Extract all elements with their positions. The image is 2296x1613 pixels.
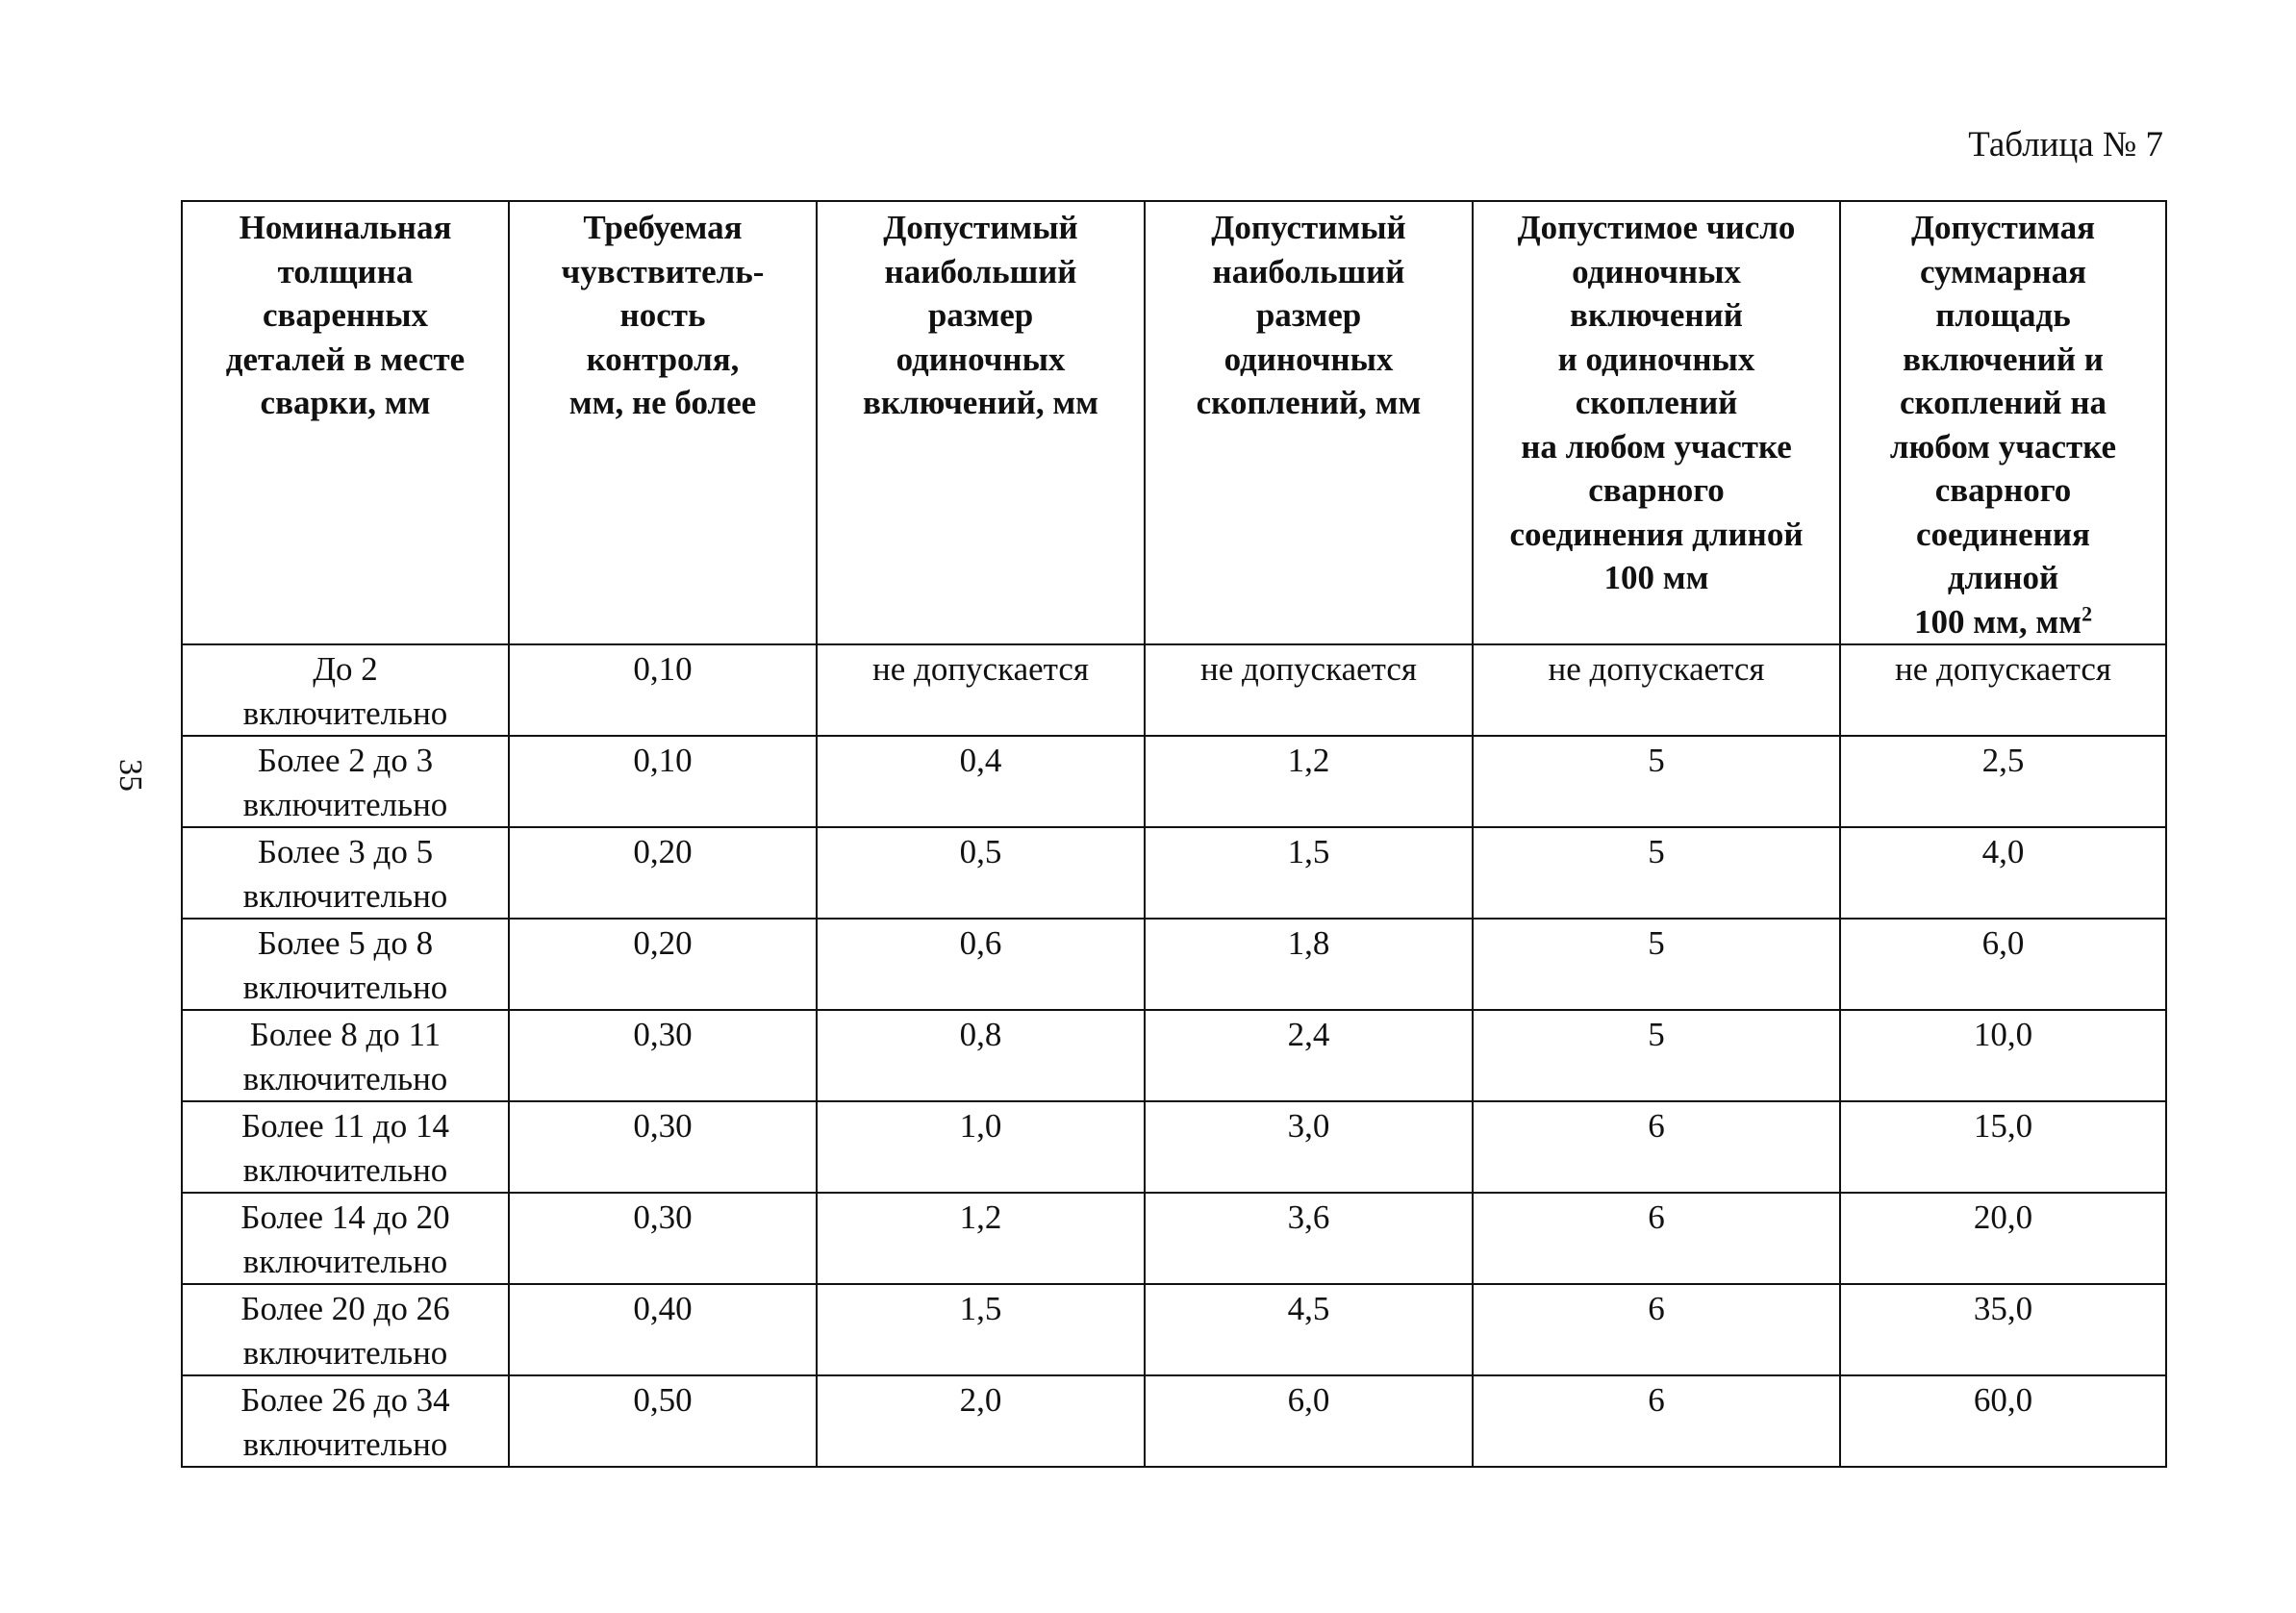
cell-inclusion-size: 2,0 (817, 1375, 1145, 1467)
header-line: включений, мм (862, 384, 1099, 421)
header-line: контроля, (586, 340, 740, 378)
header-line: сварного (1934, 471, 2072, 509)
cell-thickness (182, 1010, 509, 1101)
thickness-line: Более 11 до 14 (241, 1107, 449, 1145)
cell-inclusion-size: 1,2 (817, 1193, 1145, 1284)
header-inclusion-size (817, 201, 1145, 644)
cell-sensitivity: 0,30 (509, 1010, 817, 1101)
table-row (182, 919, 2166, 1010)
thickness-line: включительно (242, 1333, 448, 1372)
header-line: наибольший (1212, 252, 1405, 290)
cell-total-area: не допускается (1840, 644, 2166, 736)
cell-thickness (182, 1284, 509, 1375)
cell-cluster-size: 6,0 (1145, 1375, 1473, 1467)
header-total-area (1840, 201, 2166, 644)
header-thickness (182, 201, 509, 644)
header-line: 100 мм, $мм^2$ (1913, 600, 2093, 641)
thickness-line: включительно (242, 1150, 448, 1189)
cell-sensitivity: 0,10 (509, 736, 817, 827)
thickness-line: включительно (242, 876, 448, 915)
cell-total-area: 10,0 (1840, 1010, 2166, 1101)
thickness-line: включительно (242, 1242, 448, 1280)
thickness-line: включительно (242, 693, 448, 732)
cell-inclusion-size: 0,8 (817, 1010, 1145, 1101)
header-line: скоплений (1575, 384, 1738, 421)
thickness-line: включительно (242, 968, 448, 1006)
cell-sensitivity: 0,40 (509, 1284, 817, 1375)
header-line: соединения длиной (1509, 515, 1804, 553)
cell-inclusion-size: 0,4 (817, 736, 1145, 827)
cell-count: 5 (1473, 736, 1840, 827)
table-row (182, 736, 2166, 827)
thickness-line: включительно (242, 1059, 448, 1097)
cell-total-area: 35,0 (1840, 1284, 2166, 1375)
cell-count: 5 (1473, 1010, 1840, 1101)
cell-total-area: 6,0 (1840, 919, 2166, 1010)
cell-count: 5 (1473, 827, 1840, 919)
header-line: включений (1570, 296, 1743, 334)
table-row (182, 827, 2166, 919)
cell-inclusion-size: 0,5 (817, 827, 1145, 919)
thickness-line: Более 3 до 5 (257, 833, 434, 870)
cell-total-area: 60,0 (1840, 1375, 2166, 1467)
thickness-line: Более 5 до 8 (257, 924, 434, 962)
cell-sensitivity: 0,30 (509, 1101, 817, 1193)
header-line: одиночных (896, 340, 1066, 378)
cell-inclusion-size: 1,5 (817, 1284, 1145, 1375)
cell-total-area: 4,0 (1840, 827, 2166, 919)
cell-total-area: 15,0 (1840, 1101, 2166, 1193)
superscript-2: 2 (2082, 600, 2093, 625)
cell-sensitivity: 0,50 (509, 1375, 817, 1467)
cell-sensitivity: 0,10 (509, 644, 817, 736)
header-line: одиночных (1572, 252, 1741, 290)
thickness-line: Более 14 до 20 (240, 1198, 450, 1236)
header-line: Допустимый (1211, 209, 1406, 246)
header-line: 100 мм (1603, 559, 1709, 596)
header-line: на любом участке (1521, 427, 1792, 466)
header-line: включений и (1903, 340, 2104, 378)
cell-sensitivity: 0,30 (509, 1193, 817, 1284)
header-line: длиной (1947, 559, 2059, 596)
cell-cluster-size: 2,4 (1145, 1010, 1473, 1101)
header-line: и одиночных (1557, 340, 1755, 378)
table-row (182, 644, 2166, 736)
header-line: соединения (1916, 515, 2090, 553)
cell-cluster-size: 3,0 (1145, 1101, 1473, 1193)
thickness-line: Более 8 до 11 (249, 1016, 442, 1053)
header-line: толщина (277, 252, 414, 290)
table-body (182, 644, 2166, 1467)
cell-total-area: 2,5 (1840, 736, 2166, 827)
header-line: размер (1255, 296, 1362, 334)
header-line: деталей в месте (225, 340, 466, 378)
cell-inclusion-size: не допускается (817, 644, 1145, 736)
page-number: 35 (113, 759, 148, 792)
cell-cluster-size: не допускается (1145, 644, 1473, 736)
cell-thickness (182, 644, 509, 736)
header-line: любом участке (1889, 427, 2117, 466)
cell-count: 6 (1473, 1101, 1840, 1193)
table-row (182, 1010, 2166, 1101)
thickness-line: Более 26 до 34 (240, 1381, 450, 1419)
header-line: площадь (1935, 296, 2071, 334)
table-row (182, 1101, 2166, 1193)
header-sensitivity (509, 201, 817, 644)
cell-count: 6 (1473, 1193, 1840, 1284)
tolerance-table (181, 200, 2167, 1468)
cell-cluster-size: 1,8 (1145, 919, 1473, 1010)
header-line: скоплений, мм (1196, 384, 1422, 421)
header-line: сварки, мм (260, 384, 431, 421)
table-row (182, 1193, 2166, 1284)
cell-sensitivity: 0,20 (509, 827, 817, 919)
header-count (1473, 201, 1840, 644)
table-row (182, 1375, 2166, 1467)
thickness-line: Более 2 до 3 (257, 742, 434, 779)
header-line: Номинальная (239, 209, 452, 246)
cell-thickness (182, 827, 509, 919)
header-line: мм, не более (568, 384, 757, 421)
cell-thickness (182, 1101, 509, 1193)
thickness-line: Более 20 до 26 (240, 1290, 450, 1327)
cell-count: 6 (1473, 1284, 1840, 1375)
cell-thickness (182, 919, 509, 1010)
cell-total-area: 20,0 (1840, 1193, 2166, 1284)
thickness-line: включительно (242, 785, 448, 823)
cell-count: не допускается (1473, 644, 1840, 736)
cell-thickness (182, 1375, 509, 1467)
cell-cluster-size: 4,5 (1145, 1284, 1473, 1375)
header-line: Допустимая (1910, 209, 2096, 246)
header-line: Допустимый (883, 209, 1078, 246)
header-cluster-size (1145, 201, 1473, 644)
header-line: Допустимое число (1517, 209, 1796, 246)
header-line: ность (619, 296, 706, 334)
header-line: Требуемая (583, 209, 743, 246)
cell-inclusion-size: 0,6 (817, 919, 1145, 1010)
table-caption: Таблица № 7 (1968, 125, 2163, 164)
table-row (182, 1284, 2166, 1375)
cell-cluster-size: 1,2 (1145, 736, 1473, 827)
cell-sensitivity: 0,20 (509, 919, 817, 1010)
header-line: суммарная (1919, 252, 2087, 290)
cell-cluster-size: 3,6 (1145, 1193, 1473, 1284)
table-header-row (182, 201, 2166, 644)
header-line: сварного (1588, 471, 1725, 509)
cell-thickness (182, 736, 509, 827)
header-line: одиночных (1224, 340, 1394, 378)
header-line: размер (927, 296, 1034, 334)
cell-cluster-size: 1,5 (1145, 827, 1473, 919)
header-line: сваренных (262, 296, 429, 334)
cell-count: 5 (1473, 919, 1840, 1010)
thickness-line: До 2 (313, 650, 378, 688)
thickness-line: включительно (242, 1424, 448, 1463)
header-line: скоплений на (1900, 384, 2107, 421)
cell-count: 6 (1473, 1375, 1840, 1467)
header-line: чувствитель- (561, 252, 765, 290)
header-line: наибольший (884, 252, 1077, 290)
cell-inclusion-size: 1,0 (817, 1101, 1145, 1193)
cell-thickness (182, 1193, 509, 1284)
